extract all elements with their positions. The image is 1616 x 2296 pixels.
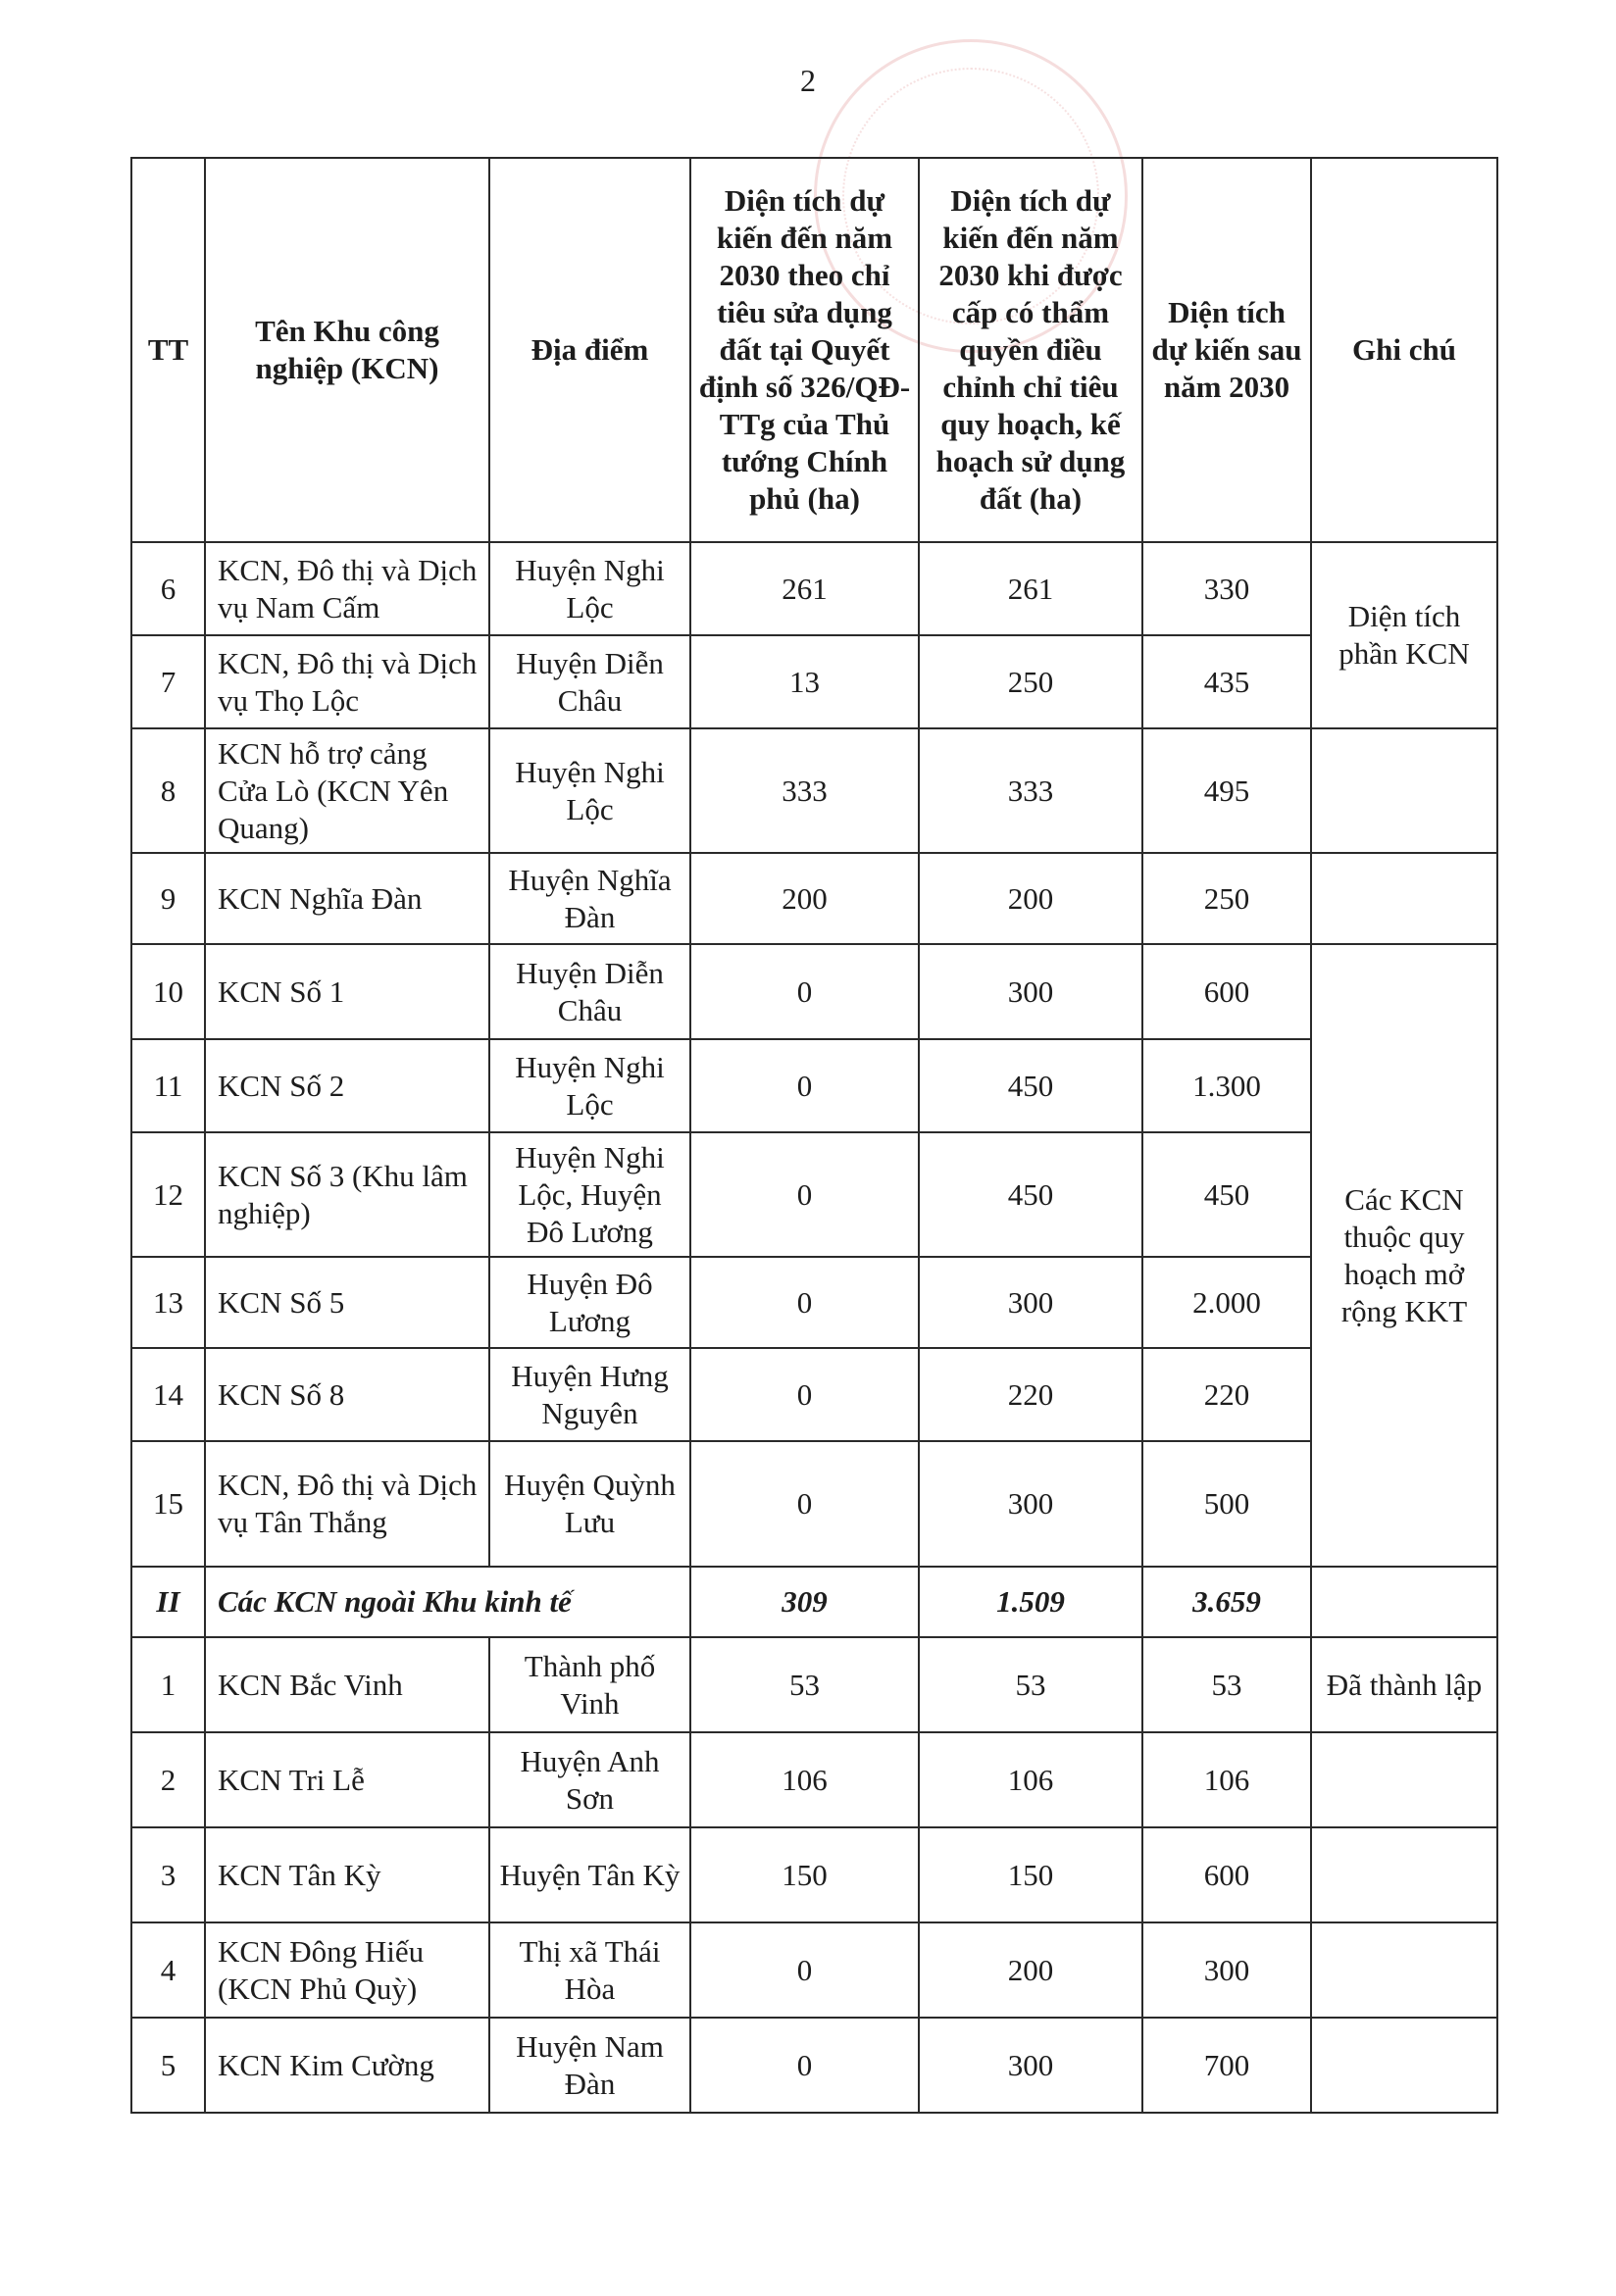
- cell-note: [1311, 853, 1497, 944]
- cell-area-326: 0: [690, 1348, 919, 1441]
- cell-area-326: 0: [690, 944, 919, 1039]
- cell-location: Thành phố Vinh: [489, 1637, 690, 1732]
- cell-tt: 10: [131, 944, 205, 1039]
- cell-area-326: 0: [690, 1257, 919, 1348]
- table-row: [131, 1348, 1497, 1441]
- cell-location: Huyện Nam Đàn: [489, 2018, 690, 2113]
- header-row: [131, 158, 1497, 542]
- cell-area-adjusted: 300: [919, 944, 1142, 1039]
- cell-name: KCN Số 3 (Khu lâm nghiệp): [205, 1132, 489, 1257]
- header-area-after: Diện tích dự kiến sau năm 2030: [1142, 158, 1311, 542]
- table-row: [131, 1637, 1497, 1732]
- table-row: [131, 542, 1497, 635]
- cell-area-326: 0: [690, 1039, 919, 1132]
- cell-area-326: 261: [690, 542, 919, 635]
- table-row: [131, 853, 1497, 944]
- cell-area-after: 600: [1142, 1827, 1311, 1922]
- cell-area-after: 700: [1142, 2018, 1311, 2113]
- group-area-adjusted: 1.509: [919, 1567, 1142, 1637]
- cell-location: Huyện Anh Sơn: [489, 1732, 690, 1827]
- cell-area-after: 330: [1142, 542, 1311, 635]
- table-row: [131, 1257, 1497, 1348]
- cell-area-adjusted: 200: [919, 1922, 1142, 2018]
- cell-name: KCN Tri Lễ: [205, 1732, 489, 1827]
- cell-tt: 2: [131, 1732, 205, 1827]
- cell-location: Huyện Diễn Châu: [489, 944, 690, 1039]
- table-row: [131, 1441, 1497, 1567]
- table-row: [131, 728, 1497, 853]
- header-location: Địa điểm: [489, 158, 690, 542]
- cell-area-adjusted: 220: [919, 1348, 1142, 1441]
- cell-name: KCN, Đô thị và Dịch vụ Nam Cấm: [205, 542, 489, 635]
- cell-area-326: 0: [690, 1441, 919, 1567]
- cell-tt: 14: [131, 1348, 205, 1441]
- cell-area-adjusted: 261: [919, 542, 1142, 635]
- cell-area-326: 13: [690, 635, 919, 728]
- cell-tt: 12: [131, 1132, 205, 1257]
- cell-name: KCN Nghĩa Đàn: [205, 853, 489, 944]
- cell-name: KCN Đông Hiếu (KCN Phủ Quỳ): [205, 1922, 489, 2018]
- cell-name: KCN Kim Cường: [205, 2018, 489, 2113]
- cell-area-adjusted: 53: [919, 1637, 1142, 1732]
- cell-location: Huyện Diễn Châu: [489, 635, 690, 728]
- cell-tt: 1: [131, 1637, 205, 1732]
- table-row: [131, 2018, 1497, 2113]
- cell-area-326: 53: [690, 1637, 919, 1732]
- cell-area-after: 220: [1142, 1348, 1311, 1441]
- cell-area-326: 150: [690, 1827, 919, 1922]
- cell-location: Huyện Hưng Nguyên: [489, 1348, 690, 1441]
- table-row: [131, 1922, 1497, 2018]
- cell-area-after: 300: [1142, 1922, 1311, 2018]
- cell-area-adjusted: 450: [919, 1039, 1142, 1132]
- cell-note: [1311, 1732, 1497, 1827]
- cell-area-326: 0: [690, 1922, 919, 2018]
- cell-location: Huyện Nghi Lộc: [489, 542, 690, 635]
- cell-area-adjusted: 150: [919, 1827, 1142, 1922]
- group-area-326: 309: [690, 1567, 919, 1637]
- cell-name: KCN Tân Kỳ: [205, 1827, 489, 1922]
- cell-area-adjusted: 250: [919, 635, 1142, 728]
- cell-tt: 6: [131, 542, 205, 635]
- cell-tt: 11: [131, 1039, 205, 1132]
- group-area-after: 3.659: [1142, 1567, 1311, 1637]
- cell-name: KCN Số 5: [205, 1257, 489, 1348]
- header-area-adjusted: Diện tích dự kiến đến năm 2030 khi được cấp có thẩm quyền điều chỉnh chỉ tiêu quy hoạch, kế hoạch sử dụng đất (ha): [919, 158, 1142, 542]
- cell-name: KCN Số 2: [205, 1039, 489, 1132]
- cell-location: Huyện Nghi Lộc: [489, 728, 690, 853]
- cell-tt: 13: [131, 1257, 205, 1348]
- cell-name: KCN Số 1: [205, 944, 489, 1039]
- cell-note-expansion: Các KCN thuộc quy hoạch mở rộng KKT: [1311, 944, 1497, 1567]
- group-name: Các KCN ngoài Khu kinh tế: [205, 1567, 690, 1637]
- cell-tt: 4: [131, 1922, 205, 2018]
- cell-area-adjusted: 300: [919, 2018, 1142, 2113]
- cell-area-after: 495: [1142, 728, 1311, 853]
- cell-tt: 7: [131, 635, 205, 728]
- group-tt: II: [131, 1567, 205, 1637]
- cell-area-after: 435: [1142, 635, 1311, 728]
- cell-note: [1311, 2018, 1497, 2113]
- page-number: 2: [800, 63, 816, 98]
- cell-area-326: 0: [690, 1132, 919, 1257]
- cell-area-after: 600: [1142, 944, 1311, 1039]
- cell-tt: 8: [131, 728, 205, 853]
- cell-area-326: 200: [690, 853, 919, 944]
- cell-name: KCN, Đô thị và Dịch vụ Thọ Lộc: [205, 635, 489, 728]
- cell-area-adjusted: 200: [919, 853, 1142, 944]
- cell-tt: 9: [131, 853, 205, 944]
- table-row: [131, 1039, 1497, 1132]
- cell-location: Huyện Nghĩa Đàn: [489, 853, 690, 944]
- table-row: [131, 1732, 1497, 1827]
- industrial-zone-table: [130, 157, 1498, 2114]
- header-note: Ghi chú: [1311, 158, 1497, 542]
- cell-area-326: 0: [690, 2018, 919, 2113]
- table-row: [131, 1132, 1497, 1257]
- cell-area-326: 106: [690, 1732, 919, 1827]
- cell-area-adjusted: 300: [919, 1257, 1142, 1348]
- cell-name: KCN, Đô thị và Dịch vụ Tân Thắng: [205, 1441, 489, 1567]
- cell-note: Đã thành lập: [1311, 1637, 1497, 1732]
- cell-note: [1311, 1827, 1497, 1922]
- cell-area-after: 2.000: [1142, 1257, 1311, 1348]
- header-area-326: Diện tích dự kiến đến năm 2030 theo chỉ tiêu sửa dụng đất tại Quyết định số 326/QĐ-TTg của Thủ tướng Chính phủ (ha): [690, 158, 919, 542]
- cell-note: [1311, 728, 1497, 853]
- cell-area-after: 1.300: [1142, 1039, 1311, 1132]
- cell-name: KCN hỗ trợ cảng Cửa Lò (KCN Yên Quang): [205, 728, 489, 853]
- header-tt: TT: [131, 158, 205, 542]
- cell-name: KCN Số 8: [205, 1348, 489, 1441]
- cell-note: [1311, 1922, 1497, 2018]
- cell-area-after: 500: [1142, 1441, 1311, 1567]
- cell-location: Huyện Đô Lương: [489, 1257, 690, 1348]
- group-note: [1311, 1567, 1497, 1637]
- header-name: Tên Khu công nghiệp (KCN): [205, 158, 489, 542]
- cell-area-after: 450: [1142, 1132, 1311, 1257]
- cell-location: Huyện Nghi Lộc: [489, 1039, 690, 1132]
- cell-area-326: 333: [690, 728, 919, 853]
- group-row-ii: [131, 1567, 1497, 1637]
- cell-note-kcn-area: Diện tích phần KCN: [1311, 542, 1497, 728]
- cell-area-adjusted: 333: [919, 728, 1142, 853]
- cell-area-adjusted: 106: [919, 1732, 1142, 1827]
- table-row: [131, 635, 1497, 728]
- cell-area-adjusted: 450: [919, 1132, 1142, 1257]
- table-row: [131, 944, 1497, 1039]
- cell-name: KCN Bắc Vinh: [205, 1637, 489, 1732]
- cell-tt: 15: [131, 1441, 205, 1567]
- cell-location: Huyện Quỳnh Lưu: [489, 1441, 690, 1567]
- cell-location: Huyện Nghi Lộc, Huyện Đô Lương: [489, 1132, 690, 1257]
- cell-area-adjusted: 300: [919, 1441, 1142, 1567]
- cell-area-after: 53: [1142, 1637, 1311, 1732]
- cell-area-after: 250: [1142, 853, 1311, 944]
- cell-area-after: 106: [1142, 1732, 1311, 1827]
- cell-location: Thị xã Thái Hòa: [489, 1922, 690, 2018]
- cell-location: Huyện Tân Kỳ: [489, 1827, 690, 1922]
- cell-tt: 5: [131, 2018, 205, 2113]
- cell-tt: 3: [131, 1827, 205, 1922]
- table-row: [131, 1827, 1497, 1922]
